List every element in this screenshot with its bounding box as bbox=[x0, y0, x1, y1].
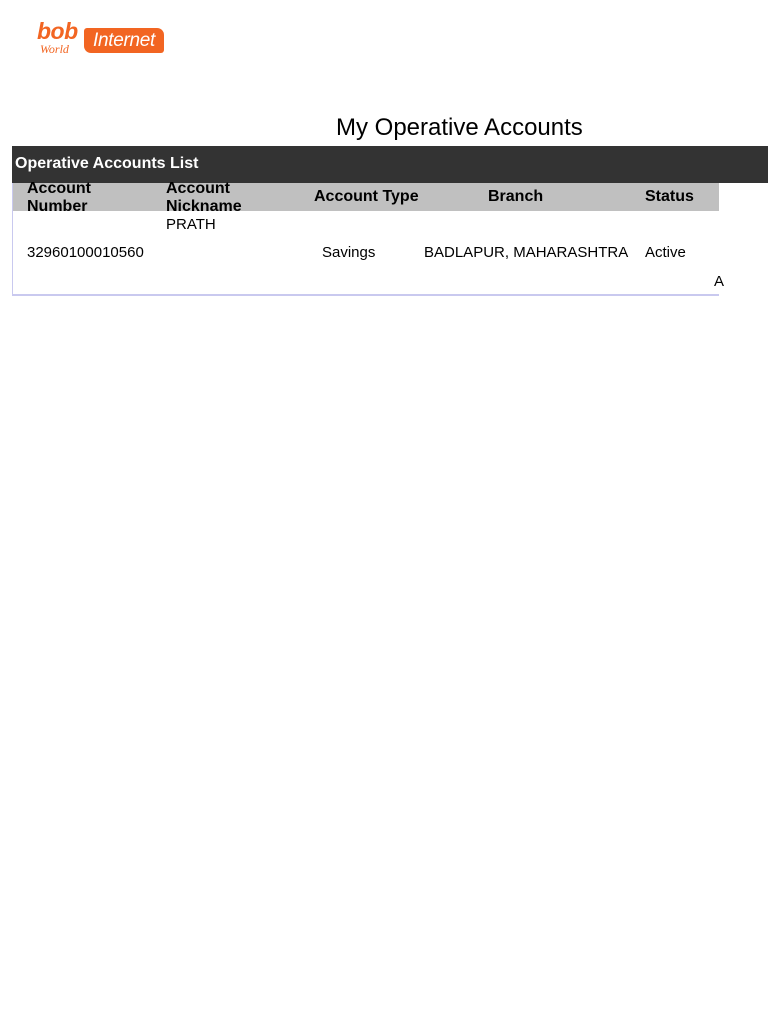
column-header-account-number[interactable]: Account Number bbox=[27, 180, 91, 215]
column-header-status[interactable]: Status bbox=[645, 188, 694, 205]
column-header-account-nickname[interactable]: Account Nickname bbox=[166, 180, 242, 215]
truncated-action-cell[interactable]: A bbox=[714, 273, 725, 290]
page-title: My Operative Accounts bbox=[336, 114, 583, 141]
column-header-branch[interactable]: Branch bbox=[488, 188, 544, 205]
accounts-table bbox=[12, 180, 725, 296]
account-number-cell[interactable]: 32960100010560 bbox=[27, 244, 144, 261]
logo-bob-text: bob bbox=[37, 18, 78, 44]
accounts-list-header bbox=[12, 146, 768, 183]
account-nickname-cell: PRATH bbox=[166, 216, 216, 233]
accounts-list-header-label: Operative Accounts List bbox=[15, 155, 199, 172]
accounts-table-header bbox=[13, 180, 719, 215]
logo-internet-badge: Internet bbox=[84, 28, 164, 53]
status-cell: Active bbox=[645, 244, 686, 261]
account-type-cell: Savings bbox=[322, 244, 376, 261]
column-header-account-type[interactable]: Account Type bbox=[314, 188, 419, 205]
bob-world-internet-logo bbox=[36, 20, 168, 58]
branch-cell: BADLAPUR, MAHARASHTRA bbox=[424, 244, 629, 261]
logo-world-text: World bbox=[40, 42, 69, 56]
